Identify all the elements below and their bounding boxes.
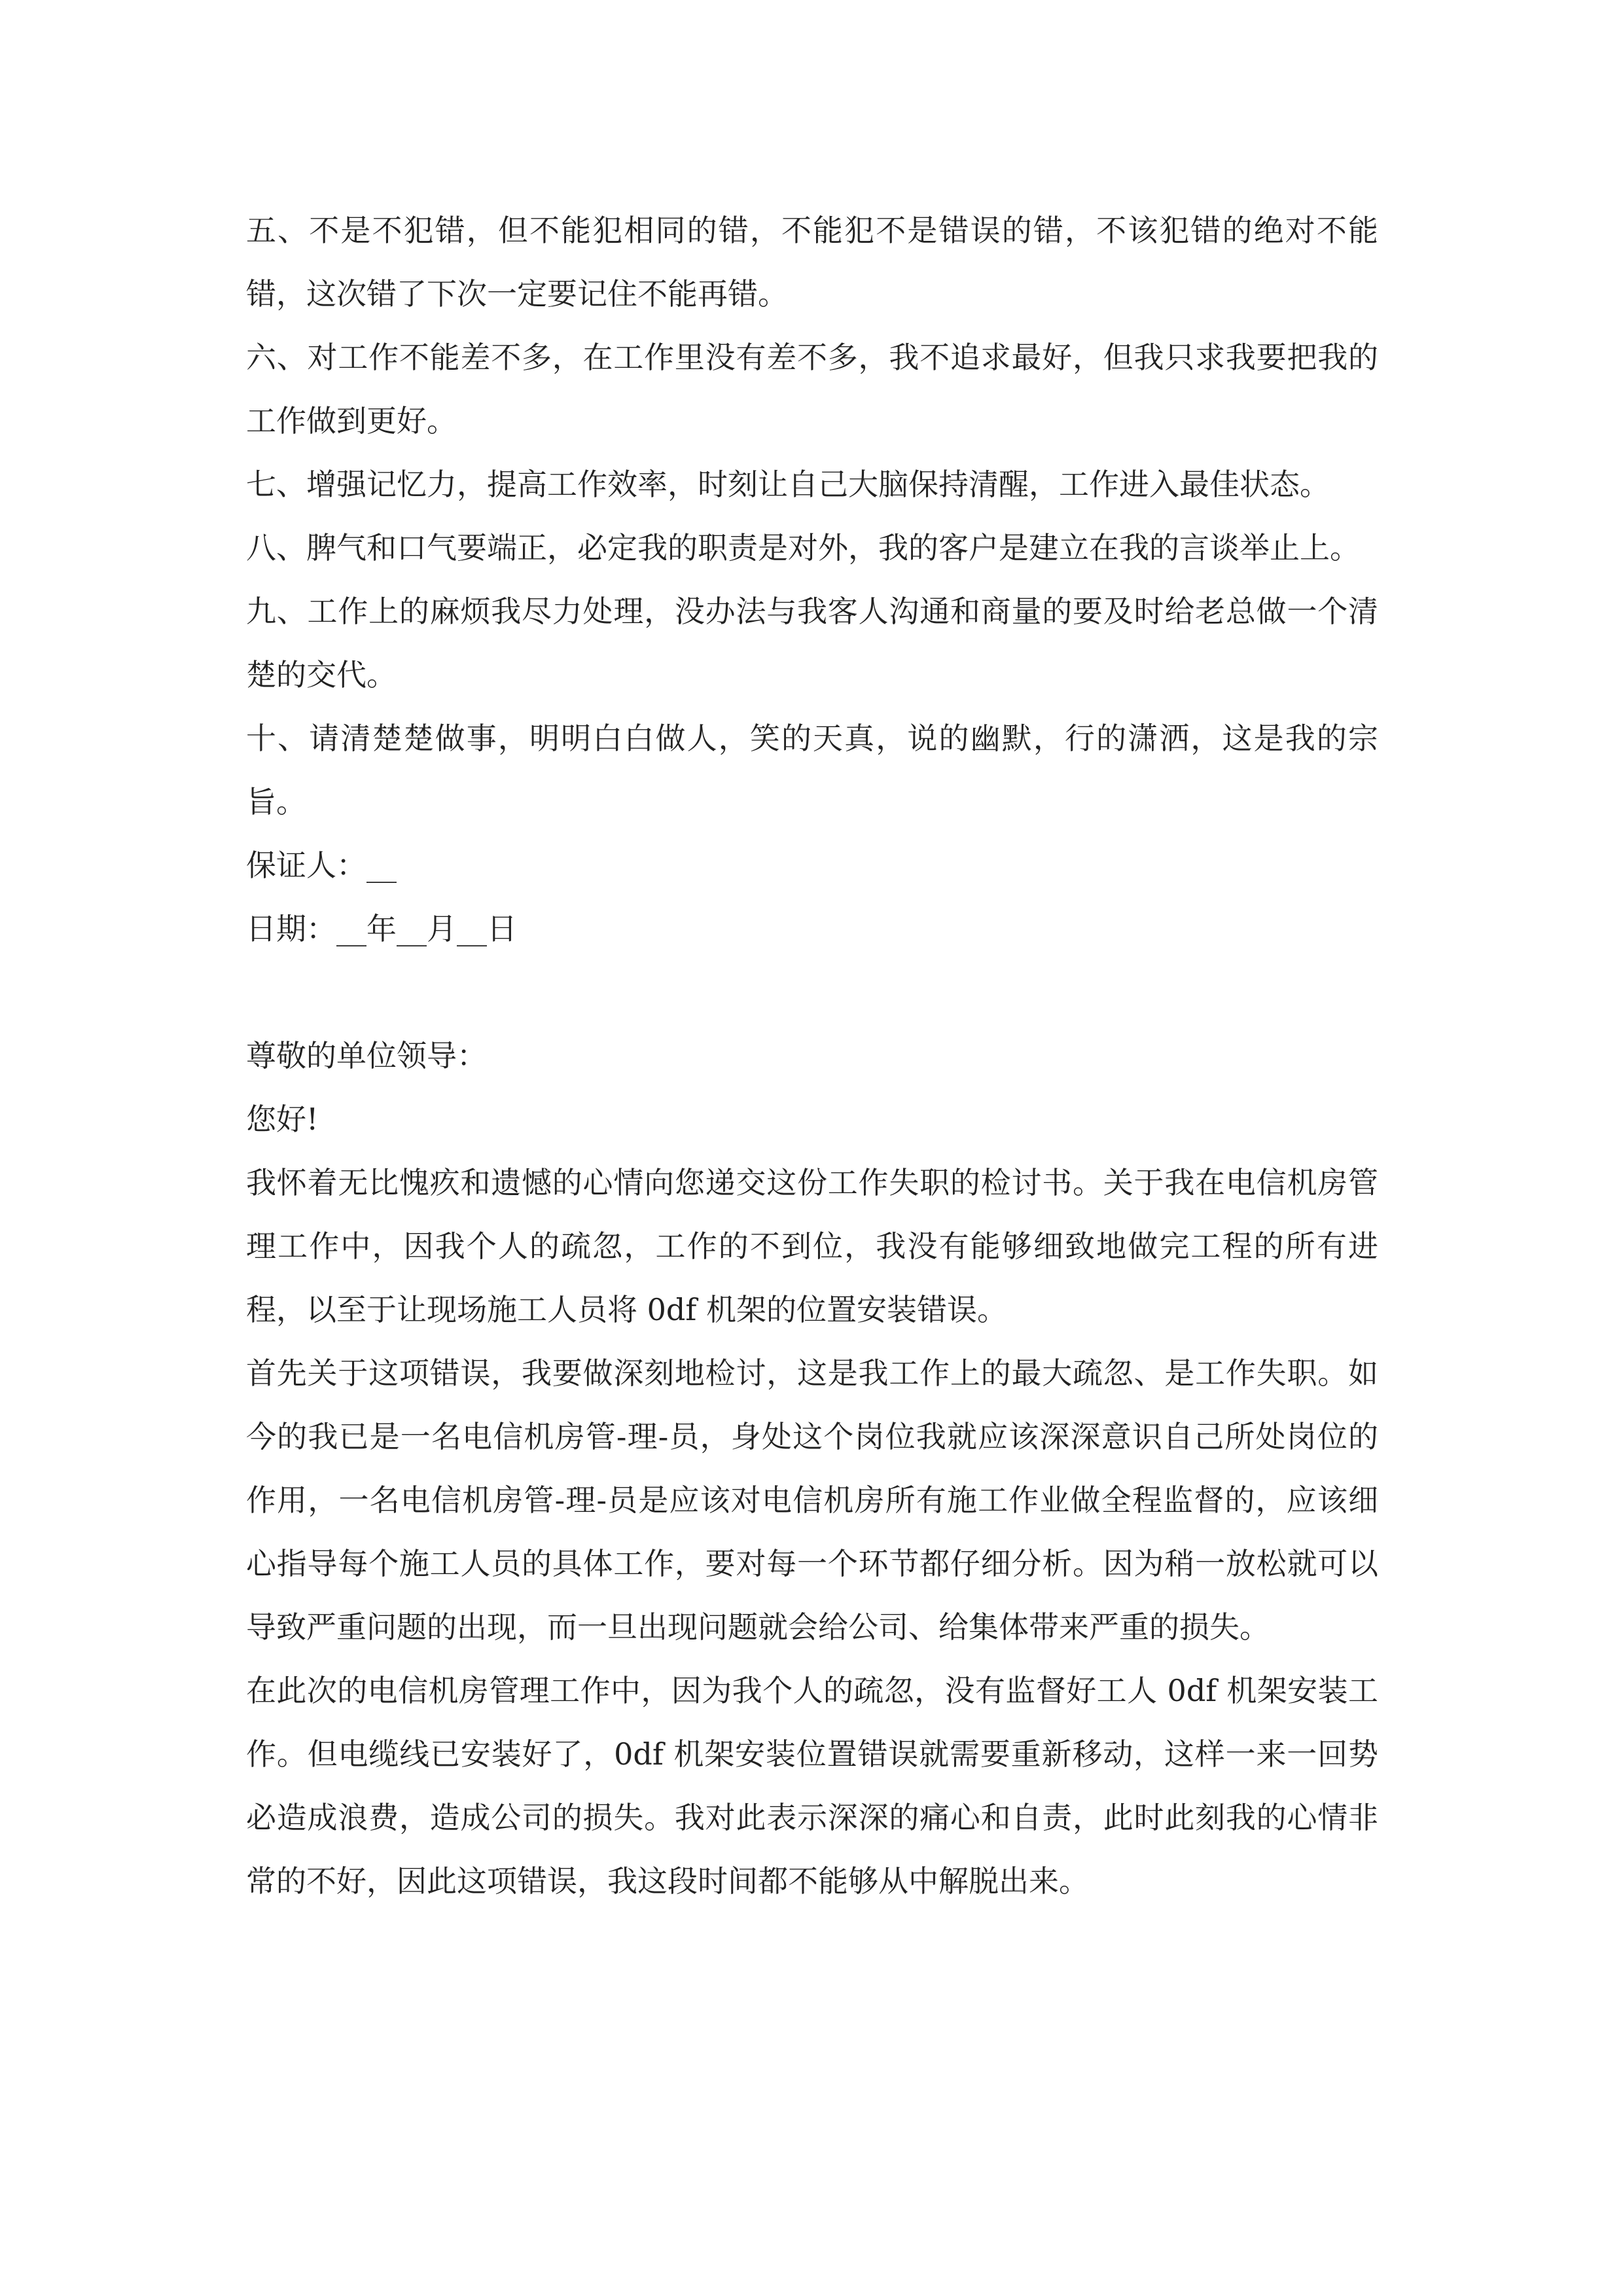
letter-paragraph-2: 首先关于这项错误，我要做深刻地检讨，这是我工作上的最大疏忽、是工作失职。如今的我已是一名电信机房管-理-员，身处这个岗位我就应该深深意识自己所处岗位的作用，一名电信机房管-理-员是应该对电信机房所有施工作业做全程监督的，应该细心指导每个施工人员的具体工作，要对每一个环节都仔细分析。因为稍一放松就可以导致严重问题的出现，而一旦出现问题就会给公司、给集体带来严重的损失。: [246, 1355, 1378, 1645]
letter-salutation: 尊敬的单位领导：: [246, 1038, 487, 1073]
list-item-6: 六、对工作不能差不多，在工作里没有差不多，我不追求最好，但我只求我要把我的工作做到更好。: [246, 340, 1378, 439]
letter-paragraph-1: 我怀着无比愧疚和遗憾的心情向您递交这份工作失职的检讨书。关于我在电信机房管理工作中，因我个人的疏忽，工作的不到位，我没有能够细致地做完工程的所有进程，以至于让现场施工人员将 0df 机架的位置安装错误。: [246, 1165, 1378, 1327]
section-spacer: [246, 961, 1378, 1024]
guarantor-line: 保证人：__: [246, 848, 397, 883]
list-item-7: 七、增强记忆力，提高工作效率，时刻让自己大脑保持清醒，工作进入最佳状态。: [246, 467, 1330, 502]
list-item-5: 五、不是不犯错，但不能犯相同的错，不能犯不是错误的错，不该犯错的绝对不能错，这次错了下次一定要记住不能再错。: [246, 213, 1378, 312]
list-item-9: 九、工作上的麻烦我尽力处理，没办法与我客人沟通和商量的要及时给老总做一个清楚的交代。: [246, 594, 1378, 692]
list-item-8: 八、脾气和口气要端正，必定我的职责是对外，我的客户是建立在我的言谈举止上。: [246, 530, 1360, 565]
document-body: [246, 199, 1378, 1913]
letter-paragraph-3: 在此次的电信机房管理工作中，因为我个人的疏忽，没有监督好工人 0df 机架安装工作。但电缆线已安装好了，0df 机架安装位置错误就需要重新移动，这样一来一回势必造成浪费，造成公司的损失。我对此表示深深的痛心和自责，此时此刻我的心情非常的不好，因此这项错误，我这段时间都不能够从中解脱出来。: [246, 1673, 1378, 1899]
date-line: 日期：__年__月__日: [246, 911, 517, 946]
letter-greeting: 您好!: [246, 1102, 319, 1137]
list-item-10: 十、请清楚楚做事，明明白白做人，笑的天真，说的幽默，行的潇洒，这是我的宗旨。: [246, 721, 1378, 819]
